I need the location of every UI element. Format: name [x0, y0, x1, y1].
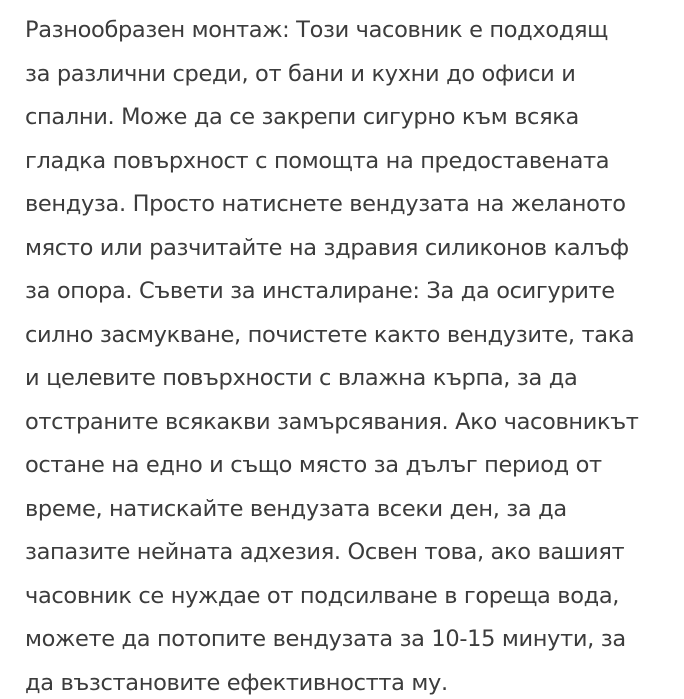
description-line: място или разчитайте на здравия силиконов калъф [25, 234, 629, 261]
description-line: вендуза. Просто натиснете вендузата на желаното [25, 191, 626, 217]
description-line: за различни среди, от бани и кухни до офиси и [25, 60, 576, 87]
description-line: спални. Може да се закрепи сигурно към всяка [25, 104, 579, 130]
description-line: гладка повърхност с помощта на предоставената [25, 147, 610, 174]
description-line: часовник се нуждае от подсилване в гореща вода, [25, 582, 620, 609]
description-line: запазите нейната адхезия. Освен това, ако вашият [25, 539, 625, 565]
description-line: Разнообразен монтаж: Този часовник е подходящ [25, 17, 608, 43]
description-line: можете да потопите вендузата за 10-15 минути, за [25, 626, 626, 652]
product-description-text [25, 9, 665, 699]
description-line: остане на едно и също място за дълъг период от [25, 452, 602, 478]
description-line: отстраните всякакви замърсявания. Ако часовникът [25, 408, 639, 435]
description-line: и целевите повърхности с влажна кърпа, за да [25, 365, 578, 391]
description-line: време, натискайте вендузата всеки ден, за да [25, 495, 567, 522]
description-line: силно засмукване, почистете както вендузите, така [25, 321, 635, 348]
description-line: да възстановите ефективността му. [25, 669, 448, 696]
description-line: за опора. Съвети за инсталиране: За да осигурите [25, 278, 615, 304]
